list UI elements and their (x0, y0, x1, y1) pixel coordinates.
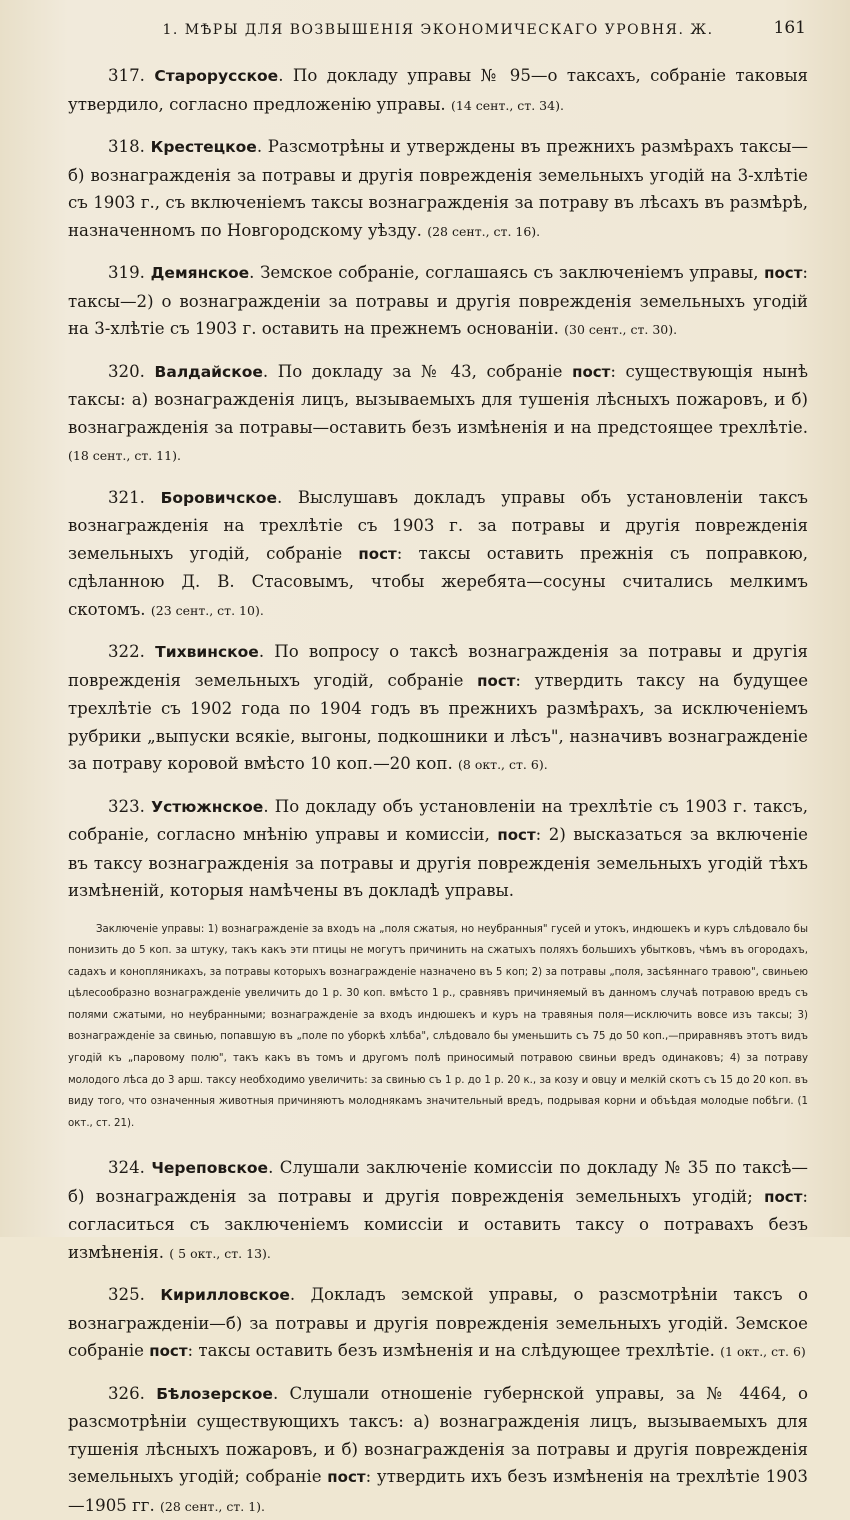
entry-323 (68, 793, 808, 905)
citation: (23 сент., ст. 10). (150, 602, 264, 618)
entry-319 (68, 259, 808, 344)
zemstvo-name: Тихвинское (155, 643, 259, 661)
zemstvo-name: Крестецкое (150, 138, 257, 156)
citation: (28 сент., ст. 16). (427, 223, 541, 239)
citation: (14 сент., ст. 34). (450, 97, 564, 113)
entry-text: . Земское собраніе, соглашаясь съ заключеніемъ управы, (249, 263, 759, 282)
entry-text: : утвердить ихъ безъ измѣненія на трехлѣтіе 1903—1905 гг. (68, 1467, 808, 1515)
entry-text: : таксы оставить безъ измѣненія и на слѣдующее трехлѣтіе. (187, 1341, 715, 1361)
entry-number: 321. (108, 487, 145, 507)
entry-text: : согласиться съ заключеніемъ комиссіи и оставить таксу о потравахъ безъ измѣненія. (68, 1186, 808, 1262)
citation: (30 сент., ст. 30). (564, 322, 678, 337)
resolution-keyword: пост (327, 1468, 366, 1487)
entry-text: . По докладу за № 43, собраніе (262, 361, 563, 381)
citation: ( 5 окт., ст. 13). (169, 1245, 271, 1261)
entry-325 (68, 1281, 808, 1366)
entry-number: 319. (108, 263, 145, 282)
resolution-keyword: пост (149, 1342, 188, 1361)
entry-326 (68, 1380, 808, 1520)
entry-text: : таксы оставить прежнія съ поправкою, сдѣланною Д. В. Стасовымъ, чтобы жеребята—сосуны считались мелкимъ скотомъ. (68, 543, 808, 619)
entry-text: . Докладъ земской управы, о разсмотрѣніи таксъ о вознагражденіи—б) за потравы и другія поврежденія земельныхъ угодій. Земское собраніе (68, 1285, 808, 1361)
zemstvo-name: Старорусское (154, 67, 279, 85)
entry-text: . Выслушавъ докладъ управы объ установленіи таксъ вознагражденія на трехлѣтіе съ 1903 г. за потравы и другія поврежденія земельныхъ угодій, собраніе (68, 487, 808, 563)
entry-number: 323. (108, 796, 145, 816)
entry-number: 322. (108, 642, 145, 661)
entry-text: : существующія нынѣ таксы: а) вознагражденія лицъ, вызываемыхъ для тушенія лѣсныхъ пожаровъ, и б) вознагражденія за потравы—оставить безъ измѣненія и на предстоящее трехлѣтіе. (68, 361, 808, 437)
entry-318 (68, 133, 808, 245)
citation: (8 окт., ст. 6). (458, 757, 548, 772)
zemstvo-name: Устюжнское (151, 797, 264, 816)
entry-number: 318. (108, 137, 145, 156)
citation: (18 сент., ст. 11). (68, 448, 181, 463)
entry-324 (68, 1154, 808, 1267)
entry-text: . Разсмотрѣны и утверждены въ прежнихъ размѣрахъ таксы—б) вознагражденія за потравы и другія поврежденія земельныхъ угодій на 3-хлѣтіе съ 1903 г., съ включеніемъ таксы вознагражденія за потраву въ лѣсахъ въ размѣрѣ, назначенномъ по Новгородскому уѣзду. (68, 137, 808, 240)
entry-322 (68, 638, 808, 779)
entry-number: 324. (108, 1158, 145, 1178)
resolution-keyword: пост (477, 671, 516, 690)
page-header (68, 0, 808, 62)
resolution-keyword: пост (358, 544, 397, 563)
entry-text: . По докладу объ установленіи на трехлѣтіе съ 1903 г. таксъ, собраніе, согласно мнѣнію управы и комиссіи, (68, 796, 808, 844)
entry-text: . Слушали заключеніе комиссіи по докладу № 35 по таксѣ—б) вознагражденія за потравы и другія поврежденія земельныхъ угодій; (68, 1158, 808, 1206)
page-number: 161 (773, 18, 806, 38)
entry-number: 325. (108, 1285, 145, 1305)
entry-text: . По вопросу о таксѣ вознагражденія за потравы и другія поврежденія земельныхъ угодій, собраніе (68, 642, 808, 690)
entry-text: : утвердить таксу на будущее трехлѣтіе съ 1902 года по 1904 годъ въ прежнихъ размѣрахъ, за исключеніемъ рубрики „выпуски всякіе, выгоны, подкошники и лѣсъ", назначивъ вознагражденіе за потраву коровой вмѣсто 10 коп.—20 коп. (68, 670, 809, 773)
zemstvo-name: Валдайское (154, 362, 263, 381)
entry-text: . Слушали отношеніе губернской управы, за № 4464, о разсмотрѣніи существующихъ таксъ: а) вознагражденія лицъ, вызываемыхъ для тушенія лѣсныхъ пожаровъ, и б) вознагражденія за потравы и другія поврежденія земельныхъ угодій; собраніе (68, 1383, 808, 1487)
entry-number: 320. (108, 361, 145, 381)
citation: (28 сент., ст. 1). (160, 1498, 266, 1514)
resolution-keyword: пост (572, 362, 611, 381)
entry-number: 326. (108, 1383, 145, 1403)
resolution-keyword: пост (497, 826, 536, 844)
entry-text: : 2) высказаться за включеніе въ таксу вознагражденія за потравы и другія поврежденія земельныхъ угодій тѣхъ измѣненій, которыя намѣчены въ докладѣ управы. (68, 825, 808, 900)
resolution-keyword: пост (764, 264, 803, 282)
entry-317 (68, 62, 808, 119)
entry-text: : таксы—2) о вознагражденіи за потравы и другія поврежденія земельныхъ угодій на 3-хлѣтіе съ 1903 г. оставить на прежнемъ основаніи. (68, 263, 808, 338)
zemstvo-name: Бѣлозерское (156, 1384, 273, 1403)
entry-321 (68, 484, 808, 625)
entry-320 (68, 358, 808, 470)
entry-text: . По докладу управы № 95—о таксахъ, собраніе таковыя утвердило, согласно предложенію управы. (68, 66, 808, 114)
entry-number: 317. (108, 66, 145, 85)
running-head: 1. МѢРЫ ДЛЯ ВОЗВЫШЕНІЯ ЭКОНОМИЧЕСКАГО УРОВНЯ. Ж. (162, 22, 714, 38)
zemstvo-name: Череповское (151, 1159, 269, 1178)
zemstvo-name: Демянское (150, 264, 250, 282)
footnote-conclusion: Заключеніе управы: 1) вознагражденіе за входъ на „поля сжатыя, но неубранныя" гусей и утокъ, индюшекъ и куръ слѣдовало бы понизить до 5 коп. за штуку, такъ какъ эти птицы не могутъ причинить на сжатыхъ поляхъ большихъ убытковъ, чѣмъ въ огородахъ, садахъ и конопляникахъ, за потравы которыхъ вознагражденіе назначено въ 5 коп; 2) за потравы „поля, засѣяннаго травою", свиньею цѣлесообразно вознагражденіе увеличить до 1 р. 30 коп. вмѣсто 1 р., сравнявъ причиняемый въ данномъ случаѣ потравою вредъ съ полями сжатыми, но неубранными; вознагражденіе за входъ индюшекъ и куръ на травяныя поля—исключить вовсе изъ таксы; 3) вознагражденіе за свинью, попавшую въ „поле по уборкѣ хлѣба", слѣдовало бы уменьшить съ 75 до 50 коп.,—приравнявъ этотъ видъ угодій къ „паровому полю", такъ какъ въ томъ и другомъ полѣ приносимый потравою свиньи вредъ одинаковъ; 4) за потраву молодого лѣса до 3 арш. таксу необходимо увеличить: за свинью съ 1 р. до 1 р. 20 к., за козу и овцу и мелкій скотъ съ 15 до 20 коп. въ виду того, что означенныя животныя причиняютъ молоднякамъ значительный вредъ, подрывая корни и объѣдая молодые побѣги. (1 окт., ст. 21). (68, 923, 808, 1129)
zemstvo-name: Кирилловское (160, 1286, 290, 1305)
zemstvo-name: Боровичское (160, 488, 277, 507)
citation: (1 окт., ст. 6) (720, 1344, 806, 1360)
resolution-keyword: пост (764, 1187, 803, 1206)
